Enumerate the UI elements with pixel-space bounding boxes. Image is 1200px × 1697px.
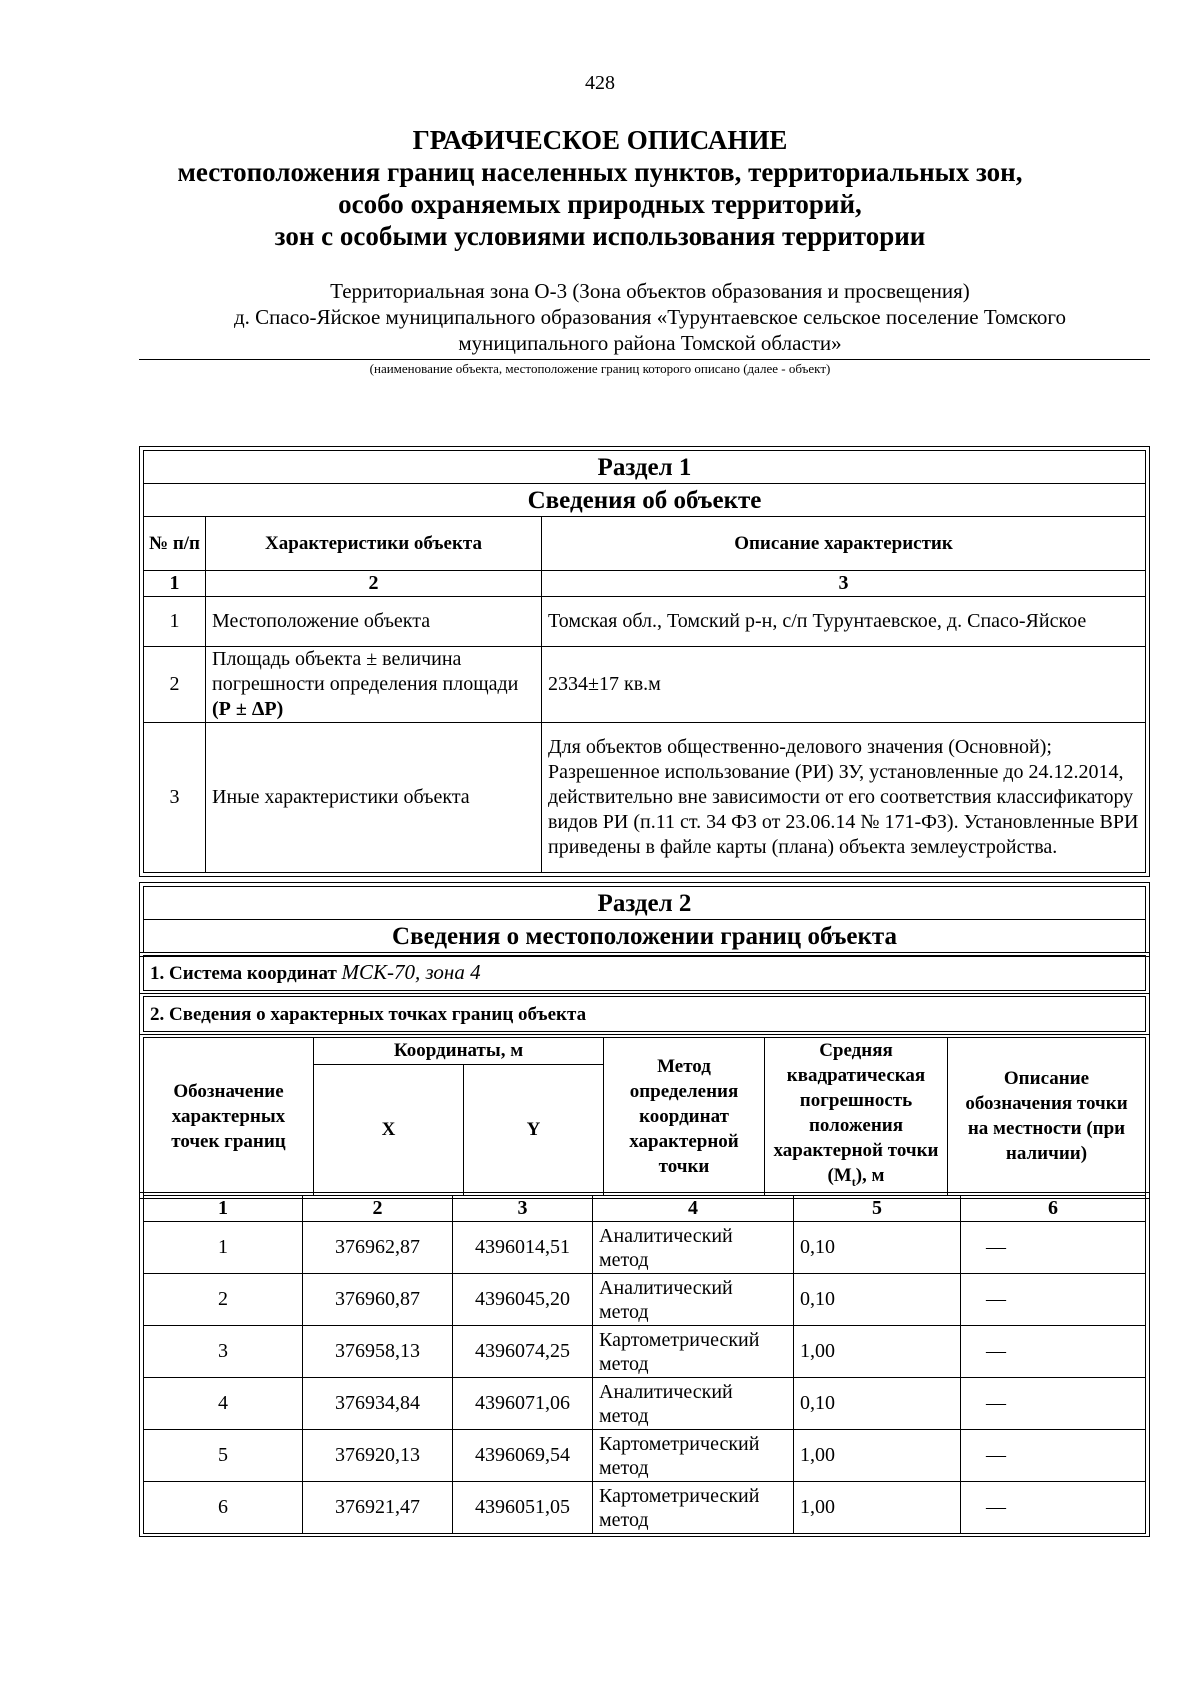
point-method: Аналитический метод: [593, 1222, 794, 1274]
table-row: [144, 597, 1146, 647]
pcol-4: 4: [593, 1196, 794, 1222]
point-number: 1: [144, 1222, 303, 1274]
section1-frame: [139, 446, 1150, 877]
point-error: 1,00: [794, 1326, 961, 1378]
point-error: 1,00: [794, 1430, 961, 1482]
header-method: Метод определения координат характерной точки: [604, 1038, 765, 1196]
section2-title: Раздел 2: [144, 887, 1146, 920]
subtitle-line-1: Территориальная зона О-3 (Зона объектов образования и просвещения): [330, 279, 970, 303]
point-desc: —: [961, 1430, 1146, 1482]
underline-rule: [139, 359, 1150, 360]
header-x: X: [314, 1064, 464, 1195]
object-caption: (наименование объекта, местоположение границ которого описано (далее - объект): [369, 361, 831, 376]
section2-frame: [139, 882, 1150, 957]
point-method: Аналитический метод: [593, 1274, 794, 1326]
title-line-4: зон с особыми условиями использования территории: [274, 221, 926, 251]
coord-system: [144, 956, 1146, 991]
title-line-2: местоположения границ населенных пунктов, территориальных зон,: [177, 157, 1023, 187]
point-error: 1,00: [794, 1482, 961, 1534]
pcol-5: 5: [794, 1196, 961, 1222]
point-y: 4396014,51: [453, 1222, 593, 1274]
points-header-frame: [139, 1034, 1150, 1199]
point-x: 376958,13: [303, 1326, 453, 1378]
row-char: Иные характеристики объекта: [206, 723, 542, 873]
header-desc: Описание характеристик: [542, 517, 1146, 571]
header-description: Описание обозначения точки на местности (при наличии): [948, 1038, 1146, 1196]
point-y: 4396074,25: [453, 1326, 593, 1378]
points-frame: [139, 1192, 1150, 1537]
pcol-6: 6: [961, 1196, 1146, 1222]
section1-table: [143, 450, 1146, 873]
table-row: [144, 1378, 1146, 1430]
row-desc: Для объектов общественно-делового значения (Основной); Разрешенное использование (РИ) ЗУ, установленные до 24.12.2014, действительно вне зависимости от его соответствия классификатору видов РИ (п.11 ст. 34 ФЗ от 23.06.14 № 171-ФЗ). Установленные ВРИ приведены в файле карты (плана) объекта землеустройства.: [542, 723, 1146, 873]
point-x: 376934,84: [303, 1378, 453, 1430]
page-number: 428: [585, 72, 615, 94]
point-method: Картометрический метод: [593, 1326, 794, 1378]
header-coords: Координаты, м: [314, 1038, 604, 1065]
point-error: 0,10: [794, 1378, 961, 1430]
point-desc: —: [961, 1274, 1146, 1326]
points-label-table: [143, 996, 1146, 1032]
row-desc: 2334±17 кв.м: [542, 647, 1146, 723]
point-number: 5: [144, 1430, 303, 1482]
object-name: [140, 278, 1160, 356]
subtitle-line-2: д. Спасо-Яйское муниципального образования «Турунтаевское сельское поселение Томского: [233, 305, 1067, 329]
table-row: [144, 1430, 1146, 1482]
table-row: [144, 647, 1146, 723]
header-y: Y: [464, 1064, 604, 1195]
points-label: 2. Сведения о характерных точках границ объекта: [144, 997, 1146, 1032]
point-desc: —: [961, 1378, 1146, 1430]
point-x: 376962,87: [303, 1222, 453, 1274]
table-row: [144, 1274, 1146, 1326]
point-y: 4396051,05: [453, 1482, 593, 1534]
section2-subtitle: Сведения о местоположении границ объекта: [144, 920, 1146, 953]
colnum-3: 3: [542, 571, 1146, 597]
header-char: Характеристики объекта: [206, 517, 542, 571]
point-y: 4396045,20: [453, 1274, 593, 1326]
header-error-text: Средняя квадратическая погрешность положения характерной точки (М: [773, 1040, 939, 1186]
document-title: [0, 124, 1200, 252]
header-error-sub: t: [851, 1174, 856, 1189]
point-number: 2: [144, 1274, 303, 1326]
point-number: 6: [144, 1482, 303, 1534]
colnum-2: 2: [206, 571, 542, 597]
table-row: [144, 723, 1146, 873]
point-method: Картометрический метод: [593, 1482, 794, 1534]
point-desc: —: [961, 1222, 1146, 1274]
table-row: [144, 1326, 1146, 1378]
coord-system-frame: [139, 952, 1150, 994]
point-method: Аналитический метод: [593, 1378, 794, 1430]
section2-header-table: [143, 886, 1146, 953]
row-desc: Томская обл., Томский р-н, с/п Турунтаевское, д. Спасо-Яйское: [542, 597, 1146, 647]
subtitle-line-3: муниципального района Томской области»: [458, 331, 842, 355]
pcol-3: 3: [453, 1196, 593, 1222]
row-char: Местоположение объекта: [206, 597, 542, 647]
pcol-2: 2: [303, 1196, 453, 1222]
row-char-formula: (Р ± ΔР): [212, 698, 284, 720]
row-num: 3: [144, 723, 206, 873]
colnum-1: 1: [144, 571, 206, 597]
row-num: 1: [144, 597, 206, 647]
coord-system-table: [143, 955, 1146, 991]
point-error: 0,10: [794, 1222, 961, 1274]
point-x: 376921,47: [303, 1482, 453, 1534]
points-table: [143, 1195, 1146, 1534]
row-char-text: Площадь объекта ± величина погрешности определения площади: [212, 648, 519, 695]
points-header-table: [143, 1037, 1146, 1196]
point-x: 376920,13: [303, 1430, 453, 1482]
title-line-1: ГРАФИЧЕСКОЕ ОПИСАНИЕ: [412, 125, 788, 155]
point-number: 4: [144, 1378, 303, 1430]
coord-system-value: МСК-70, зона 4: [341, 960, 481, 984]
header-num: № п/п: [144, 517, 206, 571]
point-y: 4396069,54: [453, 1430, 593, 1482]
table-row: [144, 1222, 1146, 1274]
point-method: Картометрический метод: [593, 1430, 794, 1482]
point-desc: —: [961, 1326, 1146, 1378]
section1-subtitle: Сведения об объекте: [144, 484, 1146, 517]
table-row: [144, 1482, 1146, 1534]
header-designation: Обозначение характерных точек границ: [144, 1038, 314, 1196]
point-x: 376960,87: [303, 1274, 453, 1326]
points-label-frame: [139, 993, 1150, 1035]
point-error: 0,10: [794, 1274, 961, 1326]
title-line-3: особо охраняемых природных территорий,: [338, 189, 862, 219]
point-y: 4396071,06: [453, 1378, 593, 1430]
row-num: 2: [144, 647, 206, 723]
section1-title: Раздел 1: [144, 451, 1146, 484]
header-error-tail: ), м: [855, 1165, 885, 1186]
pcol-1: 1: [144, 1196, 303, 1222]
row-char: [206, 647, 542, 723]
coord-system-label: 1. Система координат: [150, 963, 337, 984]
point-desc: —: [961, 1482, 1146, 1534]
header-error: [765, 1038, 948, 1196]
point-number: 3: [144, 1326, 303, 1378]
